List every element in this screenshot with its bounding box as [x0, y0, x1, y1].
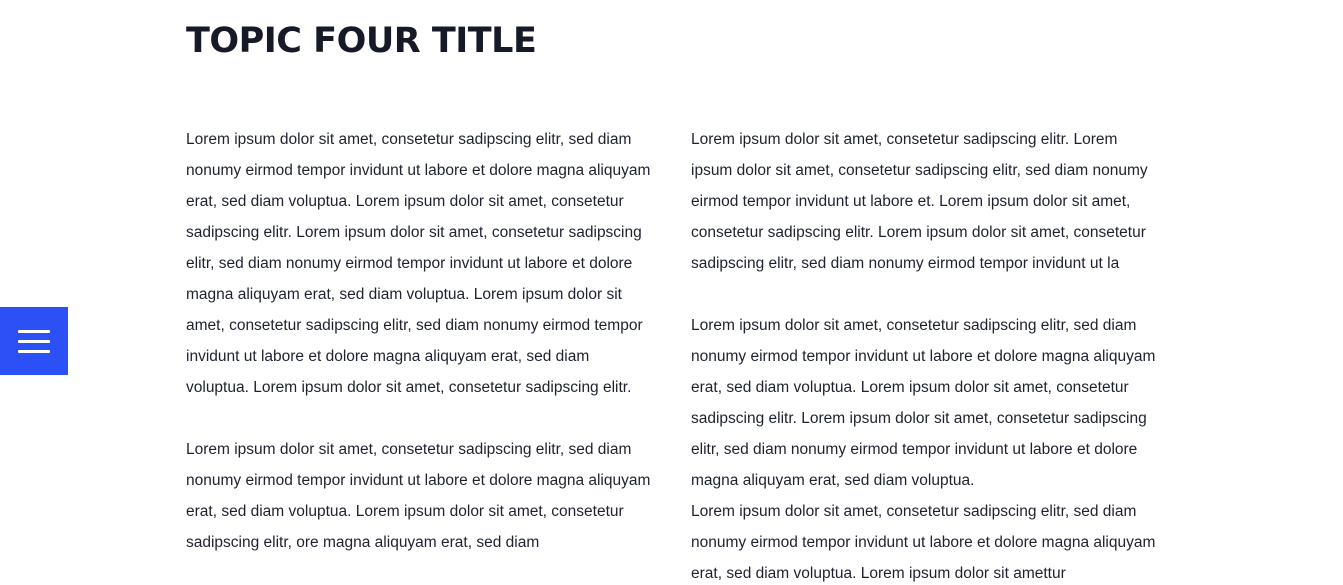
menu-button[interactable] [0, 307, 68, 375]
hamburger-menu-icon [18, 330, 50, 333]
hamburger-menu-icon [18, 340, 50, 343]
paragraph: Lorem ipsum dolor sit amet, consetetur sadipscing elitr, sed diam nonumy eirmod tempor invidunt ut labore et dolore magna aliquyam erat, sed diam voluptua. Lorem ipsum dolor sit amet, consetetur sadipscing elitr. Lorem ipsum dolor sit amet, consetetur sadipscing elitr, sed diam nonumy eirmod tempor invidunt ut labore et dolore magna aliquyam erat, sed diam voluptua. Lorem ipsum dolor sit amet, consetetur sadipscing elitr, sed diam nonumy eirmod tempor invidunt ut labore et dolore magna aliquyam erat, sed diam voluptua. Lorem ipsum dolor sit amet, consetetur sadipscing elitr. [186, 131, 651, 396]
hamburger-menu-icon [18, 350, 50, 353]
paragraph: Lorem ipsum dolor sit amet, consetetur sadipscing elitr, sed diam nonumy eirmod tempor invidunt ut labore et dolore magna aliquyam erat, sed diam voluptua. Lorem ipsum dolor sit amettur [691, 503, 1156, 582]
content-column-right [691, 124, 1161, 585]
page-title: TOPIC FOUR TITLE [186, 21, 537, 61]
paragraph: Lorem ipsum dolor sit amet, consetetur sadipscing elitr. Lorem ipsum dolor sit amet, consetetur sadipscing elitr, sed diam nonumy eirmod tempor invidunt ut labore et. Lorem ipsum dolor sit amet, consetetur sadipscing elitr. Lorem ipsum dolor sit amet, consetetur sadipscing elitr, sed diam nonumy eirmod tempor invidunt ut la [691, 131, 1148, 272]
paragraph: Lorem ipsum dolor sit amet, consetetur sadipscing elitr, sed diam nonumy eirmod tempor invidunt ut labore et dolore magna aliquyam erat, sed diam voluptua. Lorem ipsum dolor sit amet, consetetur sadipscing elitr. Lorem ipsum dolor sit amet, consetetur sadipscing elitr, sed diam nonumy eirmod tempor invidunt ut labore et dolore magna aliquyam erat, sed diam voluptua. [691, 317, 1156, 489]
content-column-left [186, 124, 656, 585]
paragraph: Lorem ipsum dolor sit amet, consetetur sadipscing elitr, sed diam nonumy eirmod tempor invidunt ut labore et dolore magna aliquyam erat, sed diam voluptua. Lorem ipsum dolor sit amet, consetetur sadipscing elitr, ore magna aliquyam erat, sed diam [186, 441, 651, 551]
